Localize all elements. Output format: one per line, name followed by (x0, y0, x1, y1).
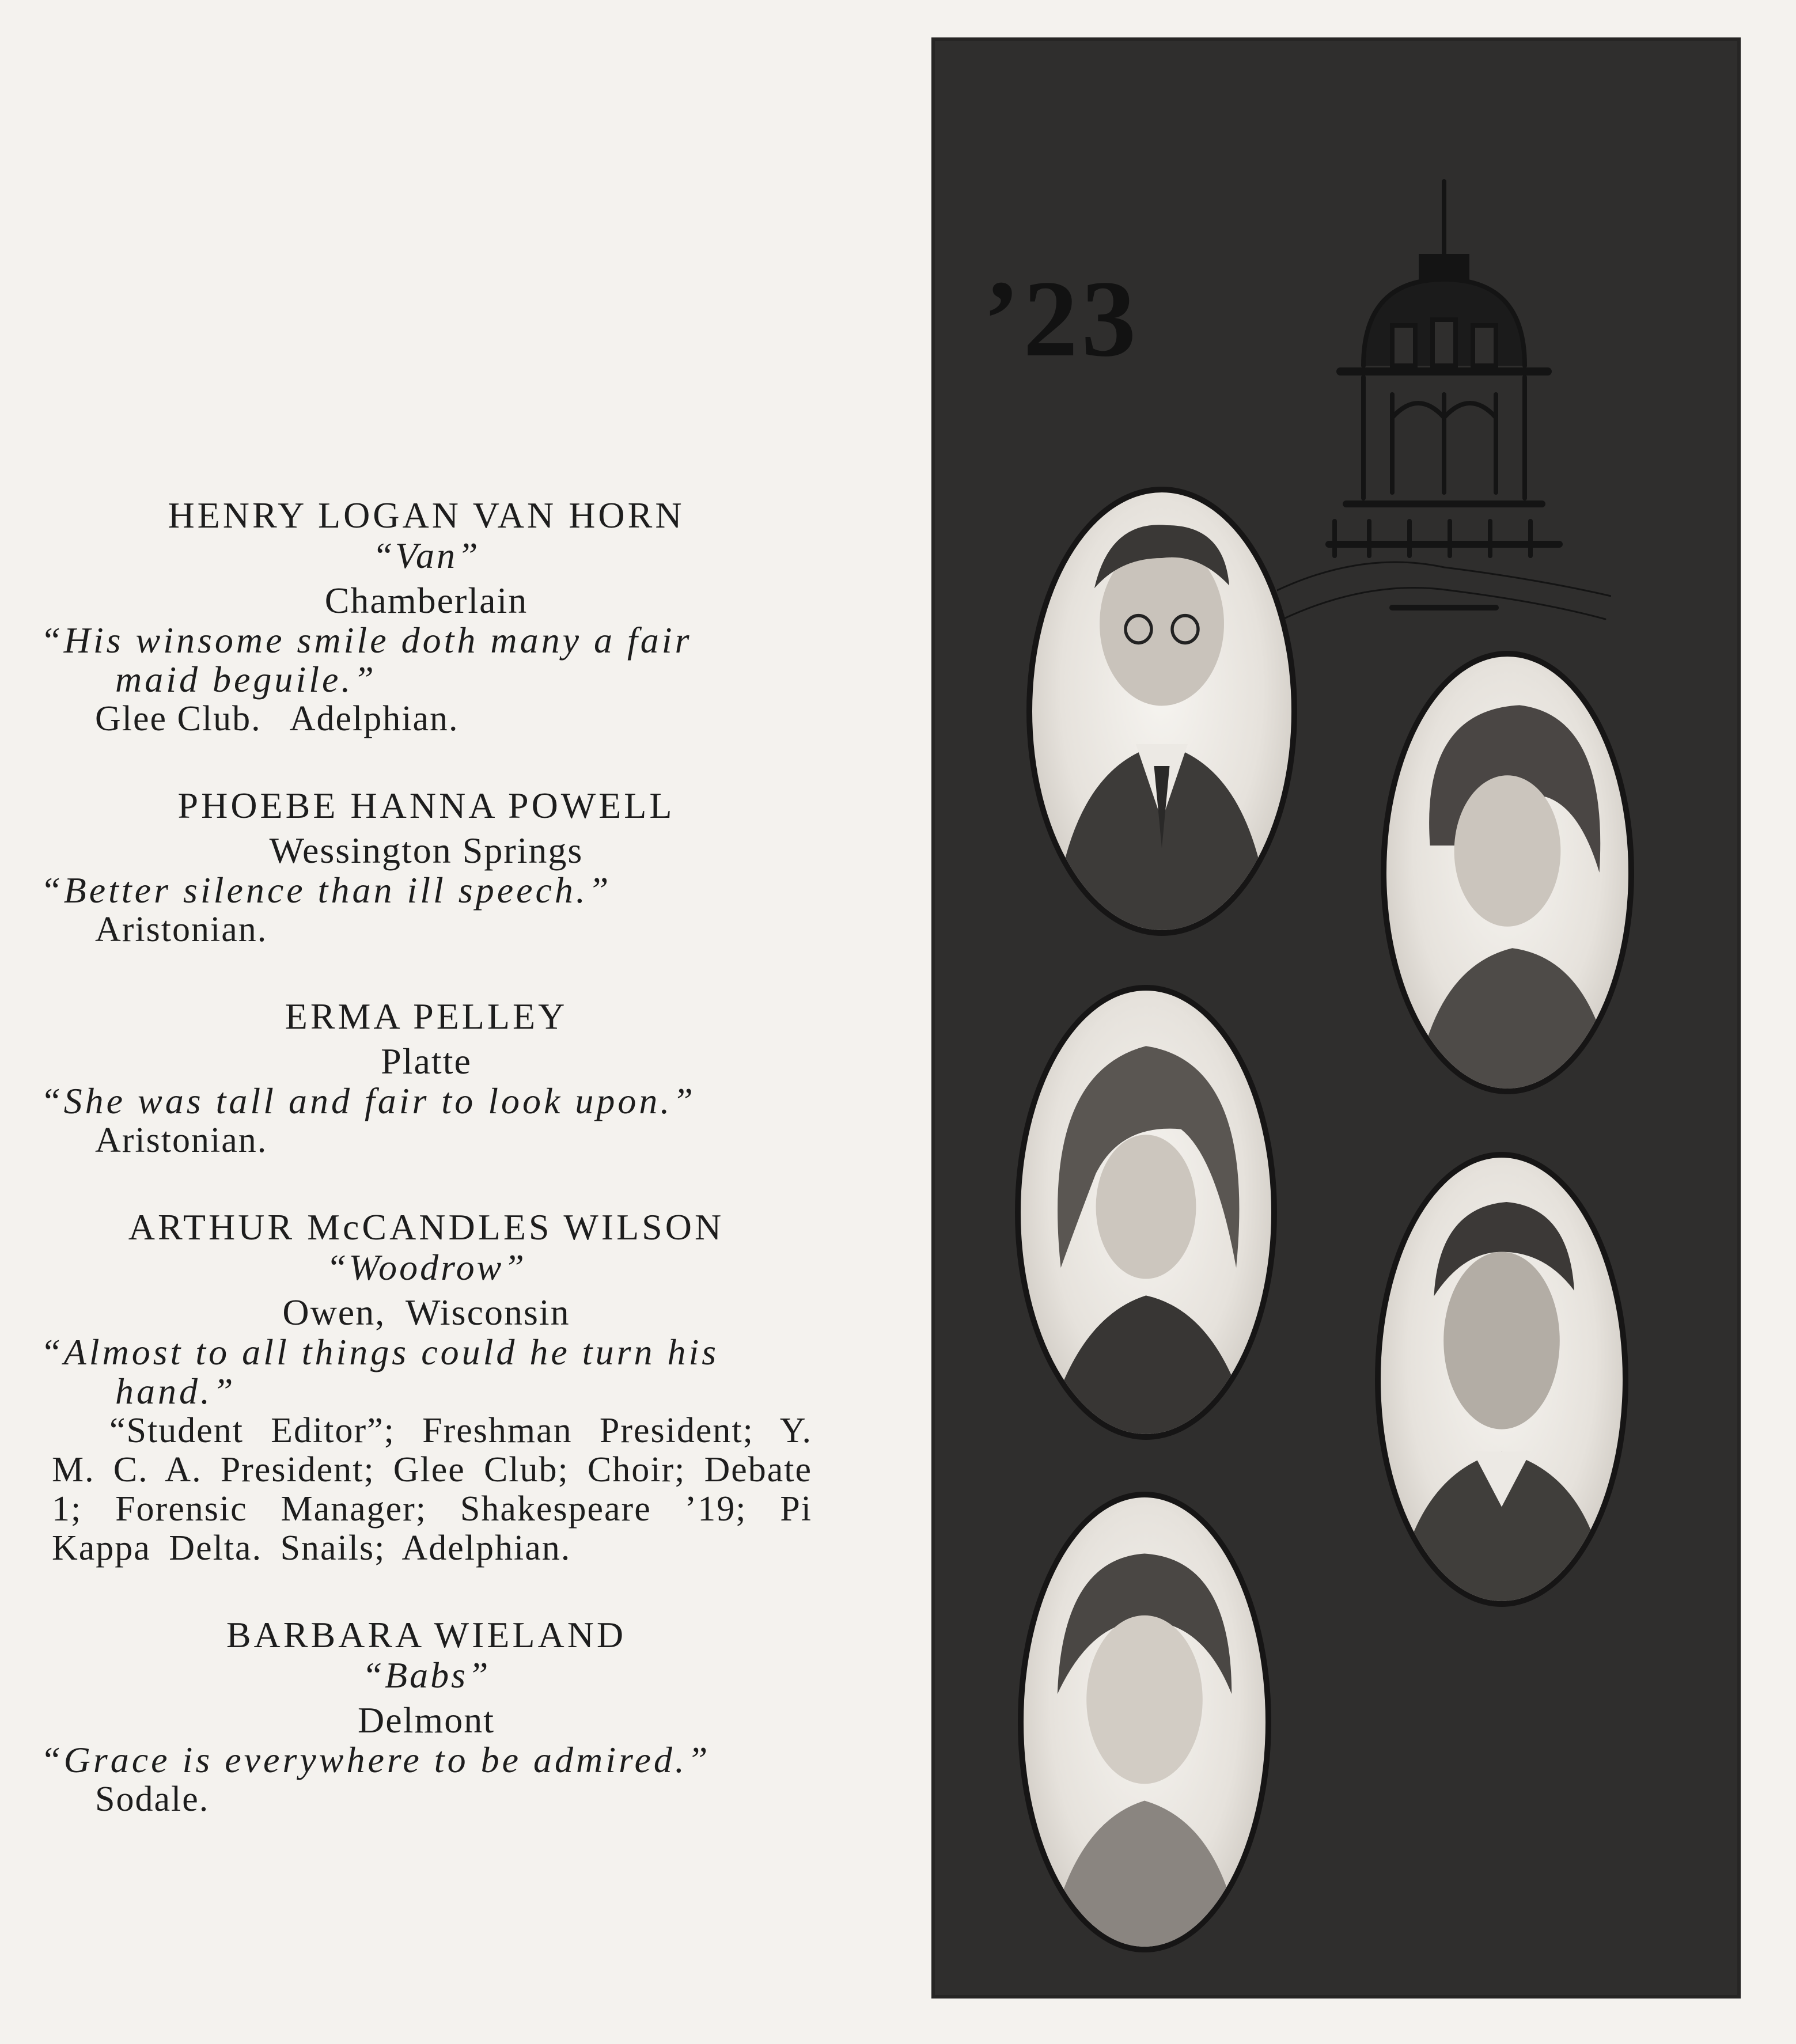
quote-line: hand.” (115, 1371, 236, 1412)
portrait-man-icon (1381, 1158, 1623, 1601)
student-activities: Aristonian. (95, 1121, 268, 1160)
quote-line: “Better silence than ill speech.” (40, 870, 612, 911)
quote-line: “His winsome smile doth many a fair (40, 620, 692, 661)
student-hometown: Delmont (358, 1700, 495, 1740)
cupola-drawing-icon (1277, 176, 1611, 648)
student-entry-wieland (40, 1615, 812, 1819)
student-hometown: Wessington Springs (269, 830, 583, 871)
quote-line: “Almost to all things could he turn his (40, 1332, 719, 1372)
portrait-woman-icon (1024, 1497, 1265, 1947)
portrait-powell (1381, 651, 1634, 1094)
portrait-woman-profile-icon (1386, 657, 1628, 1089)
photo-panel (931, 37, 1741, 1999)
student-quote (40, 1740, 812, 1780)
student-name: HENRY LOGAN VAN HORN (168, 495, 685, 536)
portrait-pelley (1015, 985, 1277, 1440)
quote-line: “Grace is everywhere to be admired.” (40, 1739, 711, 1780)
student-quote (40, 871, 812, 910)
student-name: ARTHUR McCANDLES WILSON (128, 1207, 725, 1247)
quote-line: maid beguile.” (115, 659, 377, 700)
student-name: BARBARA WIELAND (226, 1614, 627, 1655)
student-activities: “Student Editor”; Freshman President; Y. M. C. A. President; Glee Club; Choir; Debate 1; Forensic Manager; Shakespeare ’19; Pi Kappa Delta. Snails; Adelphian. (52, 1411, 812, 1568)
student-hometown: Chamberlain (324, 580, 528, 621)
portrait-wieland (1018, 1492, 1271, 1952)
student-activities: Aristonian. (95, 910, 268, 949)
student-entry-powell (40, 786, 812, 949)
quote-line: “She was tall and fair to look upon.” (40, 1080, 696, 1121)
student-nickname: “Babs” (362, 1655, 491, 1696)
portrait-wilson (1375, 1152, 1628, 1607)
student-hometown: Platte (381, 1041, 472, 1082)
student-list (40, 495, 812, 1866)
student-entry-pelley (40, 996, 812, 1160)
student-activities: Sodale. (95, 1780, 210, 1819)
class-year-label: ’23 (983, 259, 1140, 380)
student-quote (40, 1333, 812, 1411)
portrait-man-glasses-icon (1032, 492, 1291, 930)
student-entry-wilson (40, 1207, 812, 1568)
student-nickname: “Van” (372, 535, 480, 576)
student-nickname: “Woodrow” (326, 1247, 526, 1288)
student-name: ERMA PELLEY (285, 996, 568, 1037)
student-quote (40, 621, 812, 699)
student-quote (40, 1082, 812, 1121)
student-hometown: Owen, Wisconsin (282, 1292, 570, 1333)
student-name: PHOEBE HANNA POWELL (177, 785, 675, 826)
student-activities: Glee Club. Adelphian. (95, 699, 459, 738)
student-entry-van-horn (40, 495, 812, 738)
portrait-van-horn (1026, 487, 1297, 936)
portrait-woman-icon (1021, 991, 1271, 1434)
